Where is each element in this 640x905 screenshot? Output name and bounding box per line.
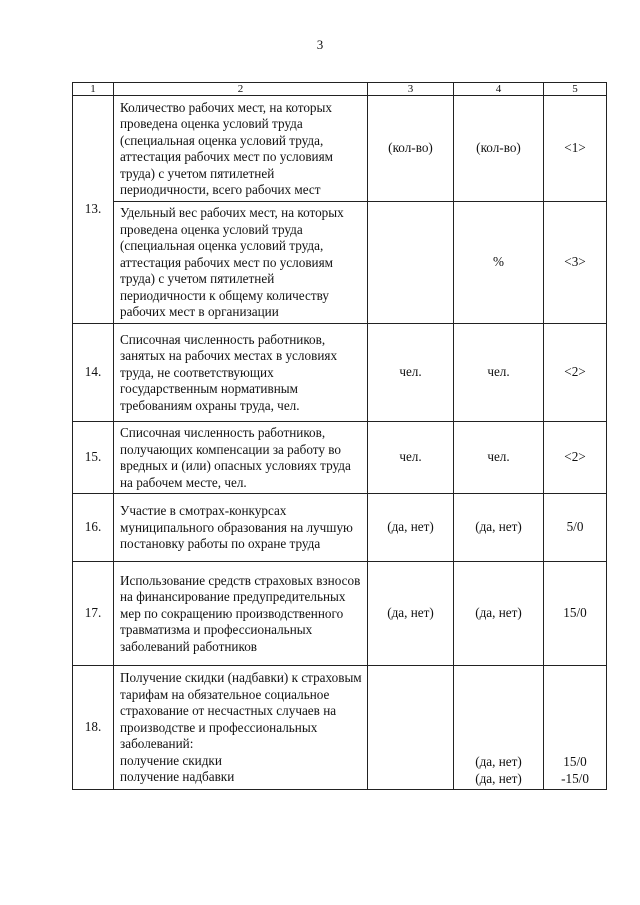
row-description: Количество рабочих мест, на которых проведена оценка условий труда (специальная оценка условий труда, аттестация рабочих мест по условиям труда) с учетом пятилетней периодичности, всего рабочих мест xyxy=(114,96,368,202)
row-description: Списочная численность работников, занятых на рабочих местах в условиях труда, не соответствующих государственным нормативным требованиям охраны труда, чел. xyxy=(114,324,368,422)
row-col-3: (да, нет) xyxy=(368,494,454,562)
row-col-4: % xyxy=(454,202,544,324)
row-description xyxy=(114,666,368,790)
row-col-5 xyxy=(544,666,607,790)
row-number: 17. xyxy=(73,562,114,666)
header-col-3: 3 xyxy=(368,83,454,96)
row-description: Использование средств страховых взносов на финансирование предупредительных мер по сокращению производственного травматизма и профессиональных заболеваний работников xyxy=(114,562,368,666)
row-col-5: <2> xyxy=(544,422,607,494)
table-row xyxy=(73,324,607,422)
table-row xyxy=(73,666,607,790)
table-row xyxy=(73,494,607,562)
row-number: 15. xyxy=(73,422,114,494)
row-description-line: получение надбавки xyxy=(120,769,235,785)
row-col-3: (кол-во) xyxy=(368,96,454,202)
header-col-2: 2 xyxy=(114,83,368,96)
header-row xyxy=(73,83,607,96)
row-col-5-line: -15/0 xyxy=(561,770,589,786)
row-col-3: чел. xyxy=(368,422,454,494)
row-col-4 xyxy=(454,666,544,790)
row-col-5: 5/0 xyxy=(544,494,607,562)
row-col-3 xyxy=(368,202,454,324)
row-description: Удельный вес рабочих мест, на которых проведена оценка условий труда (специальная оценка условий труда, аттестация рабочих мест по условиям труда) с учетом пятилетней периодичности к общему количеству рабочих мест в организации xyxy=(114,202,368,324)
table-row xyxy=(73,96,607,202)
row-number: 18. xyxy=(73,666,114,790)
row-description: Участие в смотрах-конкурсах муниципального образования на лучшую постановку работы по охране труда xyxy=(114,494,368,562)
row-number: 13. xyxy=(73,96,114,324)
row-col-5: <3> xyxy=(544,202,607,324)
row-col-4-line: (да, нет) xyxy=(475,754,522,769)
table-row xyxy=(73,422,607,494)
row-col-4: чел. xyxy=(454,324,544,422)
row-number: 16. xyxy=(73,494,114,562)
row-col-4: (да, нет) xyxy=(454,494,544,562)
row-description-line: получение скидки xyxy=(120,752,222,768)
table-row xyxy=(73,562,607,666)
row-col-5: <1> xyxy=(544,96,607,202)
indicators-table xyxy=(72,82,607,790)
row-description: Списочная численность работников, получающих компенсации за работу во вредных и (или) опасных условиях труда на рабочем месте, чел. xyxy=(114,422,368,494)
row-col-3 xyxy=(368,666,454,790)
header-col-5: 5 xyxy=(544,83,607,96)
row-description-text: Получение скидки (надбавки) к страховым тарифам на обязательное социальное страхование от несчастных случаев на производстве и профессиональных заболеваний: xyxy=(120,670,362,752)
row-col-5: <2> xyxy=(544,324,607,422)
row-col-4: чел. xyxy=(454,422,544,494)
row-col-3: (да, нет) xyxy=(368,562,454,666)
row-col-3: чел. xyxy=(368,324,454,422)
row-col-4: (да, нет) xyxy=(454,562,544,666)
row-col-5-line: 15/0 xyxy=(563,754,587,769)
row-col-4-line: (да, нет) xyxy=(475,770,522,786)
row-col-4: (кол-во) xyxy=(454,96,544,202)
row-number: 14. xyxy=(73,324,114,422)
header-col-4: 4 xyxy=(454,83,544,96)
row-col-5: 15/0 xyxy=(544,562,607,666)
table-row xyxy=(73,202,607,324)
header-col-1: 1 xyxy=(73,83,114,96)
page-number: 3 xyxy=(316,37,324,52)
